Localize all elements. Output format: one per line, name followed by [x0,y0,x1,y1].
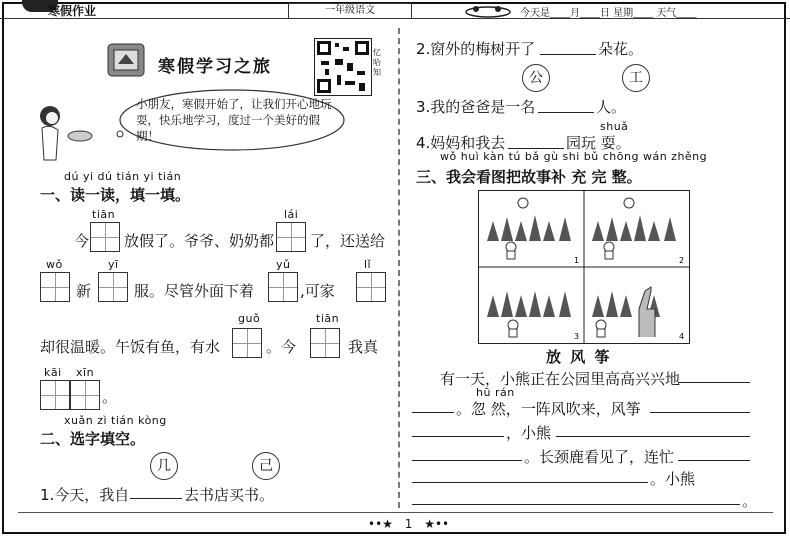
item4-suffix: 园玩 耍。 [566,134,631,152]
header-title: 寒假作业 [48,4,97,18]
date-fields: 今天是____月____日 星期____ 天气____ [520,8,697,19]
text-fangjia: 放假了。爷爷、奶奶都 [124,232,275,250]
story-line3: ，小熊 [506,424,552,442]
item4-prefix: 4.妈妈和我去 [416,134,506,152]
panel-number-3: 3 [574,332,580,341]
girl-illustration [34,102,94,164]
pinyin-guo: guǒ [238,312,261,325]
page-title: 寒假学习之旅 [158,57,272,77]
footer-decor-left: ••★ [368,517,393,531]
item1-suffix: 去书店买书。 [184,486,275,504]
text-jin: 今 [74,232,90,250]
section3-heading: 三、我会看图把故事补 充 完 整。 [416,168,642,186]
pinyin-li: lǐ [364,258,372,271]
section1-pinyin: dú yi dú tián yi tián [64,170,182,183]
text-xin: 新 [76,282,92,300]
answer-box-guo[interactable] [232,328,262,358]
answer-box-kai[interactable] [40,380,70,410]
answer-box-tian[interactable] [90,222,120,252]
book-icon [104,38,148,82]
choice-char-gong1: 公 [522,64,550,92]
text-fu: 服。尽管外面下着 [134,282,255,300]
footer-decor-right: ★•• [424,517,450,531]
story-blank-1[interactable] [678,382,750,383]
answer-box-yi[interactable] [98,272,128,302]
item3-blank[interactable] [538,112,594,113]
item1-prefix: 1.今天，我自 [40,486,130,504]
section2-pinyin: xuǎn zì tián kòng [64,414,167,427]
column-divider [398,28,400,508]
choice-char-ji1: 几 [150,452,178,480]
story-blank-9[interactable] [412,504,740,505]
answer-box-wo[interactable] [40,272,70,302]
text-haisonggei: 了，还送给 [310,232,386,250]
choice-char-ji2: 己 [252,452,280,480]
choice-char-gong2: 工 [622,64,650,92]
pinyin-wo: wǒ [46,258,63,271]
answer-box-lai[interactable] [276,222,306,252]
item2-blank[interactable] [540,54,596,55]
answer-box-xin[interactable] [70,380,100,410]
item1-blank[interactable] [130,498,182,499]
story-line2: 。忽 然，一阵风吹来，风筝 [456,400,641,418]
item2-suffix: 朵花。 [598,40,644,58]
story-line4: 。长颈鹿看见了，连忙 [524,448,675,466]
sled-icon [462,2,514,18]
story-blank-4[interactable] [412,436,504,437]
text-kejia: ,可家 [300,282,335,300]
pinyin-yi: yī [108,258,119,271]
pinyin-lai: lái [284,208,299,221]
qr-side-text: 忆哈知 [373,48,381,77]
item4-pinyin: shuǎ [600,120,629,133]
text-que: 却很温暖。午饭有鱼，有水 [40,338,221,356]
footer-rule [18,512,773,513]
pinyin-yu: yǔ [276,258,291,271]
section3-pinyin: wǒ huì kàn tú bǎ gù shi bǔ chōng wán zhěng [440,150,708,163]
item3-prefix: 3.我的爸爸是一名 [416,98,536,116]
header-grade-label: 一年级语文 [288,3,412,19]
pinyin-kai: kāi [44,366,62,379]
text-wozhen: 我真 [348,338,379,356]
panel-number-4: 4 [679,332,685,341]
answer-box-li[interactable] [356,272,386,302]
pinyin-tian2: tiān [316,312,340,325]
story-blank-2[interactable] [412,412,454,413]
item2-prefix: 2.窗外的梅树开了 [416,40,536,58]
story-blank-7[interactable] [678,460,750,461]
item4-blank[interactable] [508,148,564,149]
story-picture [478,190,690,344]
page-footer [368,517,449,531]
story-blank-3[interactable] [650,412,750,413]
pinyin-xin: xīn [76,366,95,379]
story-line6: 。 [742,492,758,510]
intro-message: 小朋友，寒假开始了，让我们开心地玩耍，快乐地学习，度过一个美好的假期！ [136,97,332,143]
story-blank-6[interactable] [412,460,522,461]
section1-heading: 一、读一读，填一填。 [40,186,191,204]
story-blank-5[interactable] [556,436,750,437]
page-number: 1 [404,517,413,531]
text-jin2: 。今 [266,338,297,356]
panel-number-1: 1 [574,256,580,265]
answer-box-yu[interactable] [268,272,298,302]
item3-suffix: 人。 [596,98,627,116]
pinyin-tian: tiān [92,208,116,221]
section2-heading: 二、选字填空。 [40,430,146,448]
story-blank-8[interactable] [412,482,648,483]
story-title: 放 风 筝 [546,348,612,366]
answer-box-tian2[interactable] [310,328,340,358]
story-line1: 有一天，小熊正在公园里高高兴兴地 [440,370,681,388]
text-period: 。 [102,388,118,406]
story-line5: 。小熊 [650,470,696,488]
story-pinyin: hū rán [476,386,515,399]
panel-number-2: 2 [679,256,685,265]
